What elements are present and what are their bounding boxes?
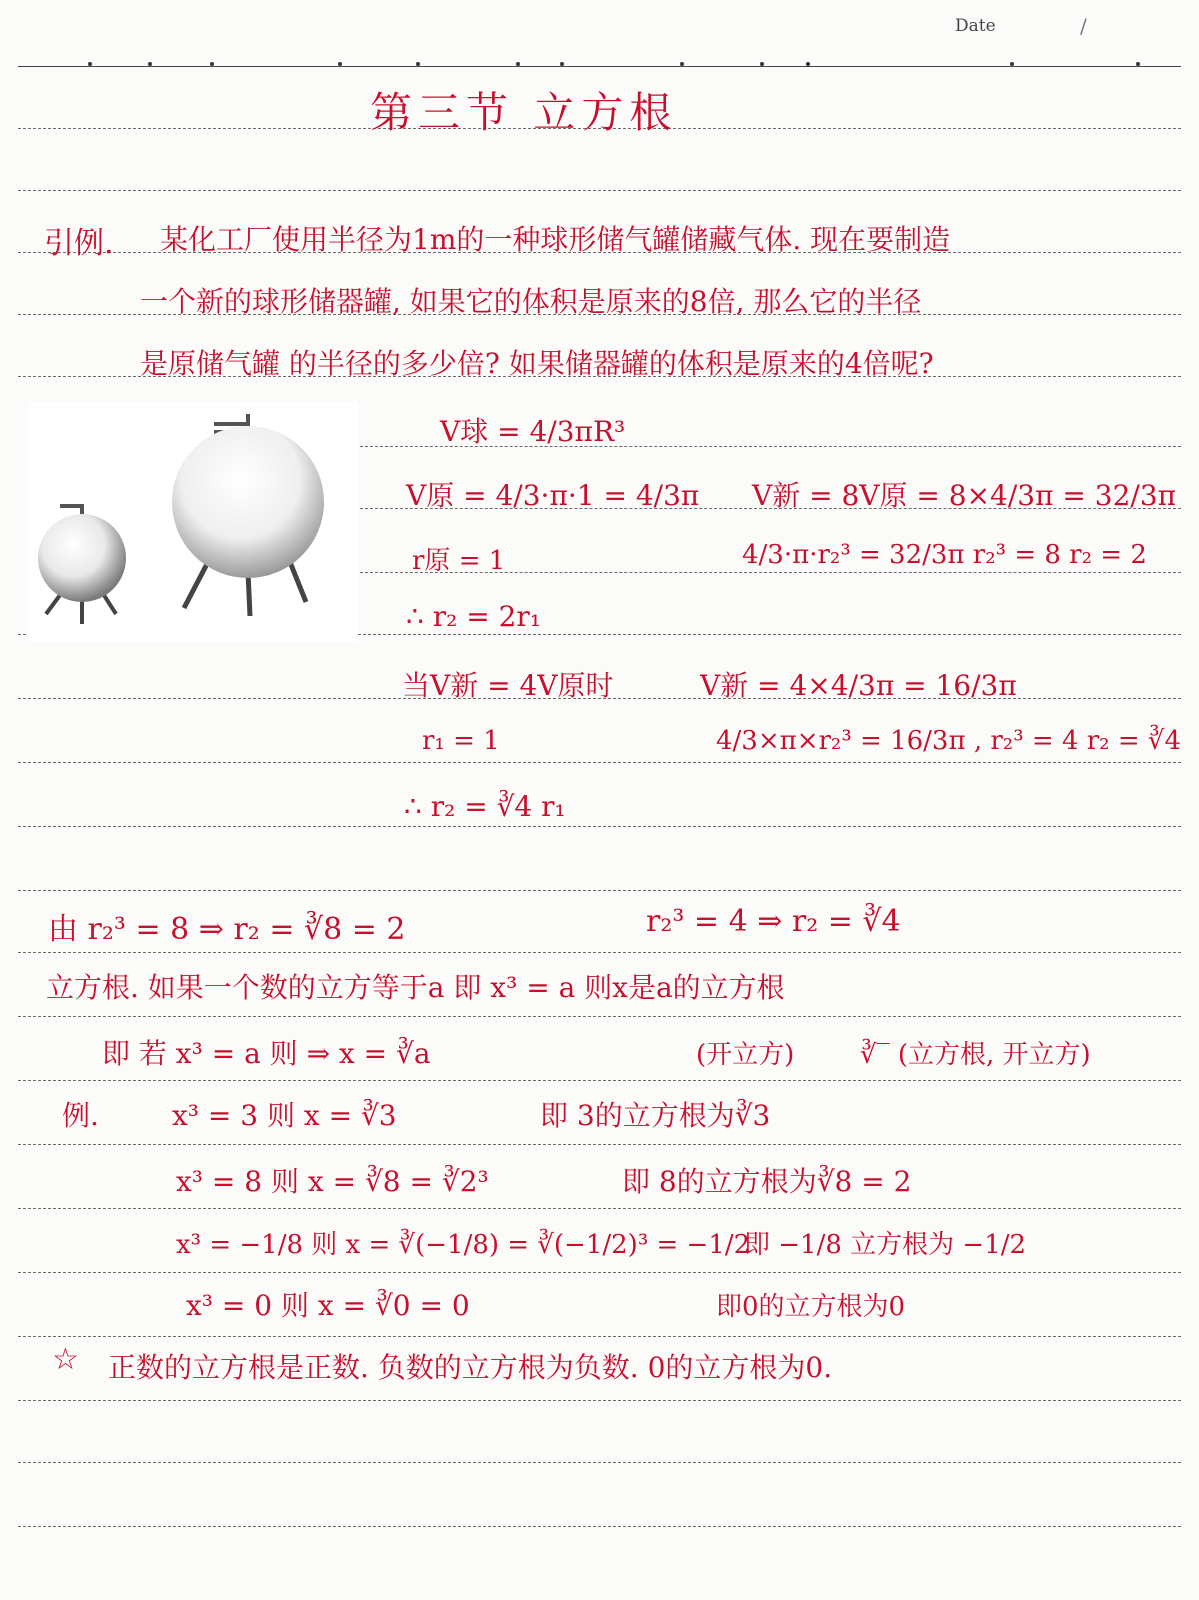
- example-2-result: 即 8的立方根为∛8 = 2: [622, 1165, 912, 1198]
- intro-line-3: 是原储气罐 的半径的多少倍? 如果储器罐的体积是原来的4倍呢?: [140, 347, 934, 380]
- star-icon: ☆: [52, 1342, 79, 1377]
- formula-sphere-volume: V球 = 4/3πR³: [440, 415, 626, 448]
- conclusion-4x: ∴ r₂ = ∛4 r₁: [404, 790, 566, 823]
- radius-original: r原 = 1: [412, 546, 506, 576]
- intro-line-1: 某化工厂使用半径为1m的一种球形储气罐储藏气体. 现在要制造: [160, 223, 951, 256]
- page-title: 第三节 立方根: [370, 88, 678, 137]
- note-radical-symbol: ∛‾ (立方根, 开立方): [860, 1040, 1091, 1070]
- example-4-equation: x³ = 0 则 x = ∛0 = 0: [186, 1289, 470, 1322]
- volume-original: V原 = 4/3·π·1 = 4/3π: [406, 479, 700, 512]
- derivation-2: r₂³ = 4 ⇒ r₂ = ∛4: [646, 904, 901, 939]
- radius-1: r₁ = 1: [422, 726, 500, 756]
- summary-text: 正数的立方根是正数. 负数的立方根为负数. 0的立方根为0.: [108, 1351, 833, 1384]
- equation-8x: 4/3·π·r₂³ = 32/3π r₂³ = 8 r₂ = 2: [742, 540, 1147, 570]
- note-cube-root-extraction: (开立方): [696, 1040, 795, 1070]
- examples-label: 例.: [62, 1099, 99, 1132]
- volume-new-4x: V新 = 4×4/3π = 16/3π: [700, 669, 1017, 702]
- example-1-result: 即 3的立方根为∛3: [540, 1099, 771, 1132]
- date-slash: /: [1080, 14, 1087, 38]
- example-3-result: 即 −1/8 立方根为 −1/2: [744, 1230, 1027, 1260]
- example-2-equation: x³ = 8 则 x = ∛8 = ∛2³: [176, 1165, 489, 1198]
- spherical-tanks-illustration: [28, 402, 358, 642]
- example-4-result: 即0的立方根为0: [716, 1292, 906, 1322]
- date-label: Date: [955, 16, 996, 36]
- cube-root-implication: 即 若 x³ = a 则 ⇒ x = ∛a: [102, 1037, 431, 1070]
- conclusion-8x: ∴ r₂ = 2r₁: [406, 600, 542, 633]
- header-dots: [0, 62, 1199, 68]
- example-1-equation: x³ = 3 则 x = ∛3: [172, 1099, 397, 1132]
- intro-label: 引例.: [44, 226, 114, 261]
- case-4x: 当V新 = 4V原时: [402, 669, 614, 702]
- volume-new-8x: V新 = 8V原 = 8×4/3π = 32/3π: [752, 479, 1177, 512]
- cube-root-definition: 立方根. 如果一个数的立方等于a 即 x³ = a 则x是a的立方根: [46, 971, 785, 1004]
- intro-line-2: 一个新的球形储器罐, 如果它的体积是原来的8倍, 那么它的半径: [140, 285, 922, 318]
- example-3-equation: x³ = −1/8 则 x = ∛(−1/8) = ∛(−1/2)³ = −1/2: [176, 1230, 751, 1260]
- equation-4x: 4/3×π×r₂³ = 16/3π , r₂³ = 4 r₂ = ∛4: [716, 726, 1182, 756]
- derivation-1: 由 r₂³ = 8 ⇒ r₂ = ∛8 = 2: [48, 912, 406, 947]
